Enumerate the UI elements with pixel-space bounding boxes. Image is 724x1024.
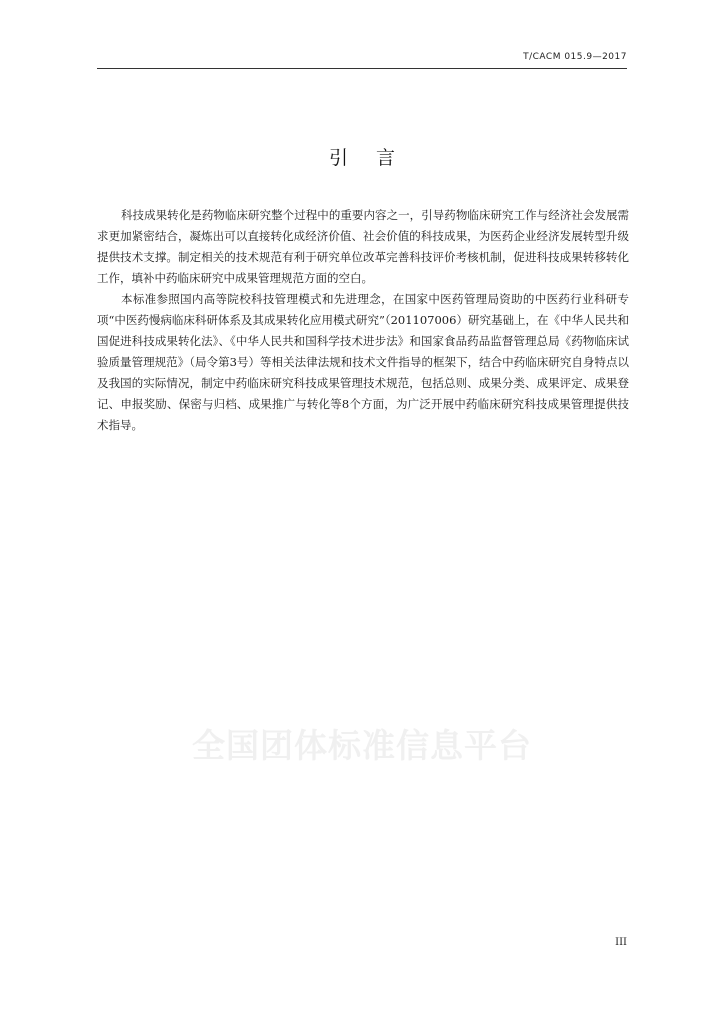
paragraph-2: 本标准参照国内高等院校科技管理模式和先进理念，在国家中医药管理局资助的中医药行业科研专项“中医药慢病临床科研体系及其成果转化应用模式研究”（201107006）研究基础上，在《中华人民共和国促进科技成果转化法》、《中华人民共和国科学技术进步法》和国家食品药品监督管理总局《药物临床试验质量管理规范》（局令第3号）等相关法律法规和技术文件指导的框架下，结合中药临床研究自身特点以及我国的实际情况，制定中药临床研究科技成果管理技术规范，包括总则、成果分类、成果评定、成果登记、申报奖励、保密与归档、成果推广与转化等8个方面，为广泛开展中药临床研究科技成果管理提供技术指导。 [97, 292, 629, 432]
watermark: 全国团体标准信息平台 [192, 726, 532, 765]
header-divider [97, 68, 627, 69]
document-body [97, 205, 629, 436]
paragraph-1: 科技成果转化是药物临床研究整个过程中的重要内容之一，引导药物临床研究工作与经济社会发展需求更加紧密结合，凝炼出可以直接转化成经济价值、社会价值的科技成果，为医药企业经济发展转型升级提供技术支撑。制定相关的技术规范有利于研究单位改革完善科技评价考核机制，促进科技成果转移转化工作，填补中药临床研究中成果管理规范方面的空白。 [97, 208, 629, 285]
standard-code: T/CACM 015.9—2017 [523, 52, 627, 62]
page-number: III [615, 937, 627, 948]
section-title: 引言 [328, 147, 423, 169]
